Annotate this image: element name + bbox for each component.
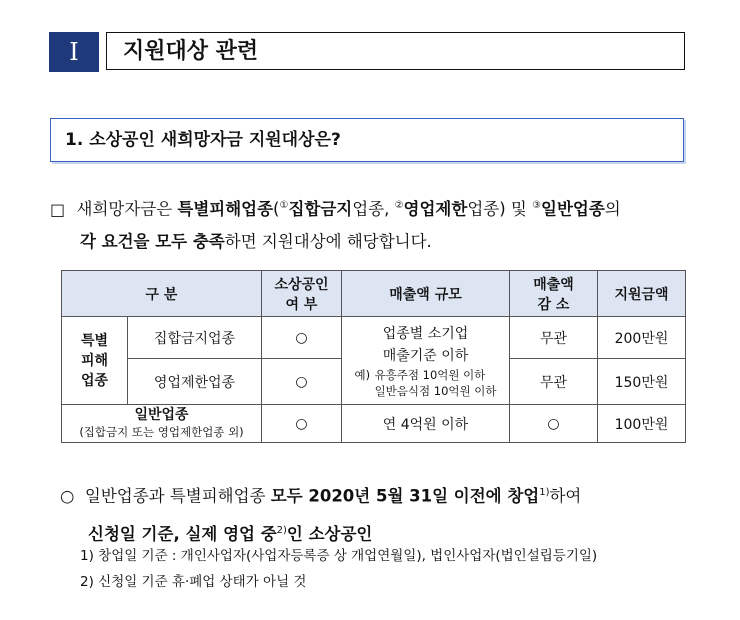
revenue-line1: 업종별 소기업 bbox=[382, 325, 469, 342]
intro-text-4: 의 bbox=[604, 199, 621, 219]
question-title: 1. 소상공인 새희망자금 지원대상은? bbox=[50, 118, 684, 162]
row3-decrease: ○ bbox=[510, 405, 598, 443]
bullet-text-2: 하여 bbox=[549, 486, 582, 506]
revenue-examples bbox=[342, 367, 509, 399]
circled-3: ③ bbox=[532, 200, 542, 211]
header-sme-line2: 여 부 bbox=[285, 296, 318, 313]
special-group-line3: 업종 bbox=[80, 372, 109, 389]
intro-bold-requirements: 각 요건을 모두 충족 bbox=[80, 231, 225, 251]
section-number: I bbox=[49, 32, 99, 72]
header-amount: 지원금액 bbox=[598, 271, 686, 317]
table-row bbox=[62, 317, 686, 359]
header-decrease-line2: 감 소 bbox=[537, 296, 570, 313]
row3-name: 일반업종 bbox=[134, 406, 189, 423]
header-decrease bbox=[510, 271, 598, 317]
special-group-line2: 피해 bbox=[80, 352, 109, 369]
row2-sme: ○ bbox=[262, 359, 342, 405]
intro-paren: ( bbox=[273, 199, 280, 219]
bullet-bold-2b: 인 소상공인 bbox=[286, 524, 373, 543]
table-row bbox=[62, 405, 686, 443]
example-2: 일반음식점 10억원 이하 bbox=[374, 383, 497, 398]
special-group-line1: 특별 bbox=[80, 332, 109, 349]
intro-text-3: 업종) 및 bbox=[467, 199, 533, 219]
intro-bold-general: 일반업종 bbox=[541, 199, 605, 219]
header-sme bbox=[262, 271, 342, 317]
revenue-line2: 매출기준 이하 bbox=[382, 347, 469, 364]
section-title: 지원대상 관련 bbox=[106, 32, 685, 70]
header-decrease-line1: 매출액 bbox=[533, 276, 574, 293]
row3-revenue: 연 4억원 이하 bbox=[342, 405, 510, 443]
example-1: 유흥주점 10억원 이하 bbox=[374, 367, 486, 382]
section-header bbox=[49, 32, 685, 72]
intro-text-5: 하면 지원대상에 해당합니다. bbox=[224, 231, 432, 251]
row3-sme: ○ bbox=[262, 405, 342, 443]
bullet-text-1: 일반업종과 특별피해업종 bbox=[84, 486, 271, 506]
circled-1: ① bbox=[279, 200, 289, 211]
header-sme-line1: 소상공인 bbox=[274, 276, 329, 293]
table-header-row bbox=[62, 271, 686, 317]
intro-bold-special: 특별피해업종 bbox=[177, 199, 274, 219]
checkbox-symbol: □ bbox=[50, 199, 66, 219]
row2-amount: 150만원 bbox=[598, 359, 686, 405]
intro-text: 새희망자금은 bbox=[76, 199, 178, 219]
circled-2: ② bbox=[394, 200, 404, 211]
footnote-1: 1) 창업일 기준 : 개인사업자(사업자등록증 상 개업연월일), 법인사업자(법인설립등기일) bbox=[80, 548, 598, 564]
row3-note: (집합금지 또는 영업제한업종 외) bbox=[79, 424, 244, 439]
special-group-cell bbox=[62, 317, 128, 405]
header-category: 구 분 bbox=[62, 271, 262, 317]
footnote-ref-1: 1) bbox=[539, 487, 550, 498]
bullet-mark: ○ bbox=[60, 486, 75, 506]
row1-name: 집합금지업종 bbox=[128, 317, 262, 359]
header-revenue: 매출액 규모 bbox=[342, 271, 510, 317]
intro-text-2: 업종, bbox=[352, 199, 395, 219]
support-table bbox=[61, 270, 686, 443]
row1-amount: 200만원 bbox=[598, 317, 686, 359]
revenue-merged-cell bbox=[342, 317, 510, 405]
footnote-ref-2: 2) bbox=[276, 524, 287, 536]
footnote-2: 2) 신청일 기준 휴·폐업 상태가 아닐 것 bbox=[80, 574, 307, 590]
intro-paragraph bbox=[50, 190, 700, 258]
intro-bold-restrict: 영업제한 bbox=[403, 199, 468, 219]
row1-sme: ○ bbox=[262, 317, 342, 359]
bullet-bold-2a: 신청일 기준, 실제 영업 중 bbox=[88, 524, 277, 543]
intro-bold-ban: 집합금지 bbox=[288, 199, 353, 219]
row3-amount: 100만원 bbox=[598, 405, 686, 443]
row2-name: 영업제한업종 bbox=[128, 359, 262, 405]
row1-decrease: 무관 bbox=[510, 317, 598, 359]
eligibility-bullet bbox=[60, 476, 710, 551]
row3-name-cell bbox=[62, 405, 262, 443]
row2-decrease: 무관 bbox=[510, 359, 598, 405]
bullet-bold-1: 모두 2020년 5월 31일 이전에 창업 bbox=[270, 486, 540, 506]
example-prefix: 예) bbox=[354, 367, 371, 382]
